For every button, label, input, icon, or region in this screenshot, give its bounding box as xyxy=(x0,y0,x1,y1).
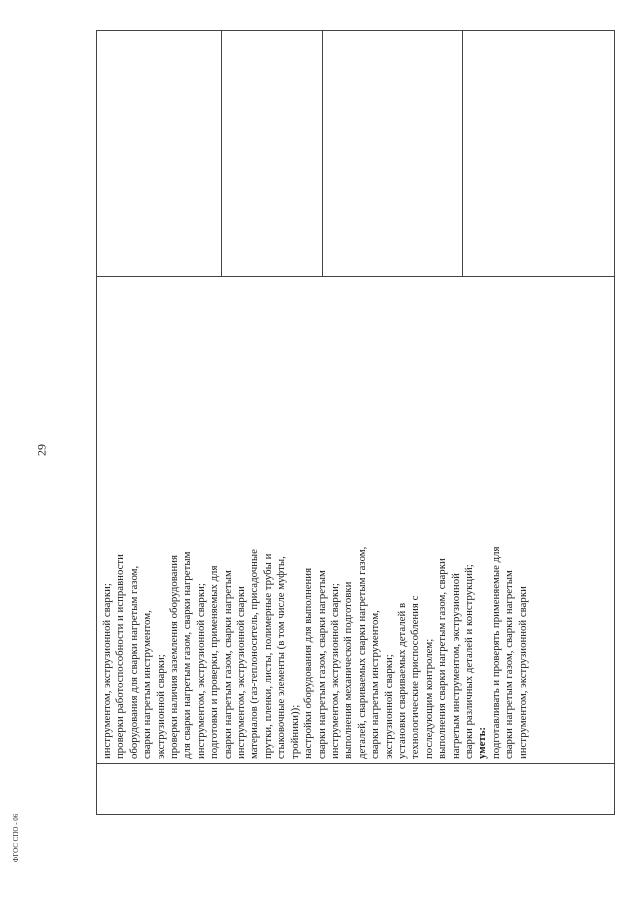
row-divider xyxy=(322,31,323,277)
content-line: настройки оборудования для выполнения xyxy=(302,567,315,759)
content-line: для сварки нагретым газом, сварки нагретым xyxy=(181,551,194,759)
content-line: инструментом, экструзионной сварки; xyxy=(194,583,207,759)
content-line: инструментом, экструзионной сварки; xyxy=(101,583,113,759)
content-line: подготовки и проверки, применяемых для xyxy=(208,565,221,759)
content-line: выполнения сварки нагретым газом, сварки xyxy=(436,558,449,759)
content-line: уметь: xyxy=(476,726,489,759)
content-line: подготавливать и проверять применяемые для xyxy=(489,546,502,759)
content-line: последующим контролем; xyxy=(422,638,435,759)
content-line: проверки наличия заземления оборудования xyxy=(168,554,181,759)
content-line: экструзионной сварки; xyxy=(382,654,395,759)
content-line: установки свариваемых деталей в xyxy=(395,602,408,759)
content-line: экструзионной сварки; xyxy=(154,654,167,759)
content-line: выполнения механической подготовки xyxy=(342,581,355,759)
content-line: деталей, свариваемых сварки нагретым газом, xyxy=(355,546,368,759)
footer-code: ФГОС СПО - 06 xyxy=(12,813,20,863)
content-line: сварки нагретым инструментом, xyxy=(369,610,382,759)
content-line: стыковочные элементы (в том числе муфты, xyxy=(275,556,288,759)
content-line: сварки нагретым газом, сварки нагретым xyxy=(503,570,516,759)
content-line: инструментом, экструзионной сварки xyxy=(516,586,529,759)
content-line: сварки нагретым инструментом, xyxy=(141,610,154,759)
content-line: сварки нагретым газом, сварки нагретым xyxy=(315,570,328,759)
content-line: оборудования для сварки нагретым газом, xyxy=(127,565,140,759)
content-line: прутки, пленки, листы, полимерные трубы и xyxy=(261,553,274,759)
content-line: инструментом, экструзионной сварки; xyxy=(328,583,341,759)
content-line: сварки различных деталей и конструкций; xyxy=(462,564,475,759)
row-divider xyxy=(221,31,222,277)
content-line: инструментом, экструзионной сварки xyxy=(235,586,248,759)
content-line: проверки работоспособности и исправности xyxy=(114,554,127,759)
content-line: тройники)); xyxy=(288,704,301,759)
row-divider xyxy=(462,31,463,277)
content-line: материалов (газ-теплоноситель, присадочные xyxy=(248,549,261,759)
standards-table xyxy=(96,30,615,815)
content-line: технологические приспособления с xyxy=(409,595,422,759)
page-number: 29 xyxy=(34,444,49,456)
content-line: сварки нагретым газом, сварки нагретым xyxy=(221,570,234,759)
requirements-cell xyxy=(97,279,614,764)
table-wrapper xyxy=(96,30,615,815)
content-line: нагретым инструментом, экструзионной xyxy=(449,573,462,759)
column-divider xyxy=(97,276,614,277)
